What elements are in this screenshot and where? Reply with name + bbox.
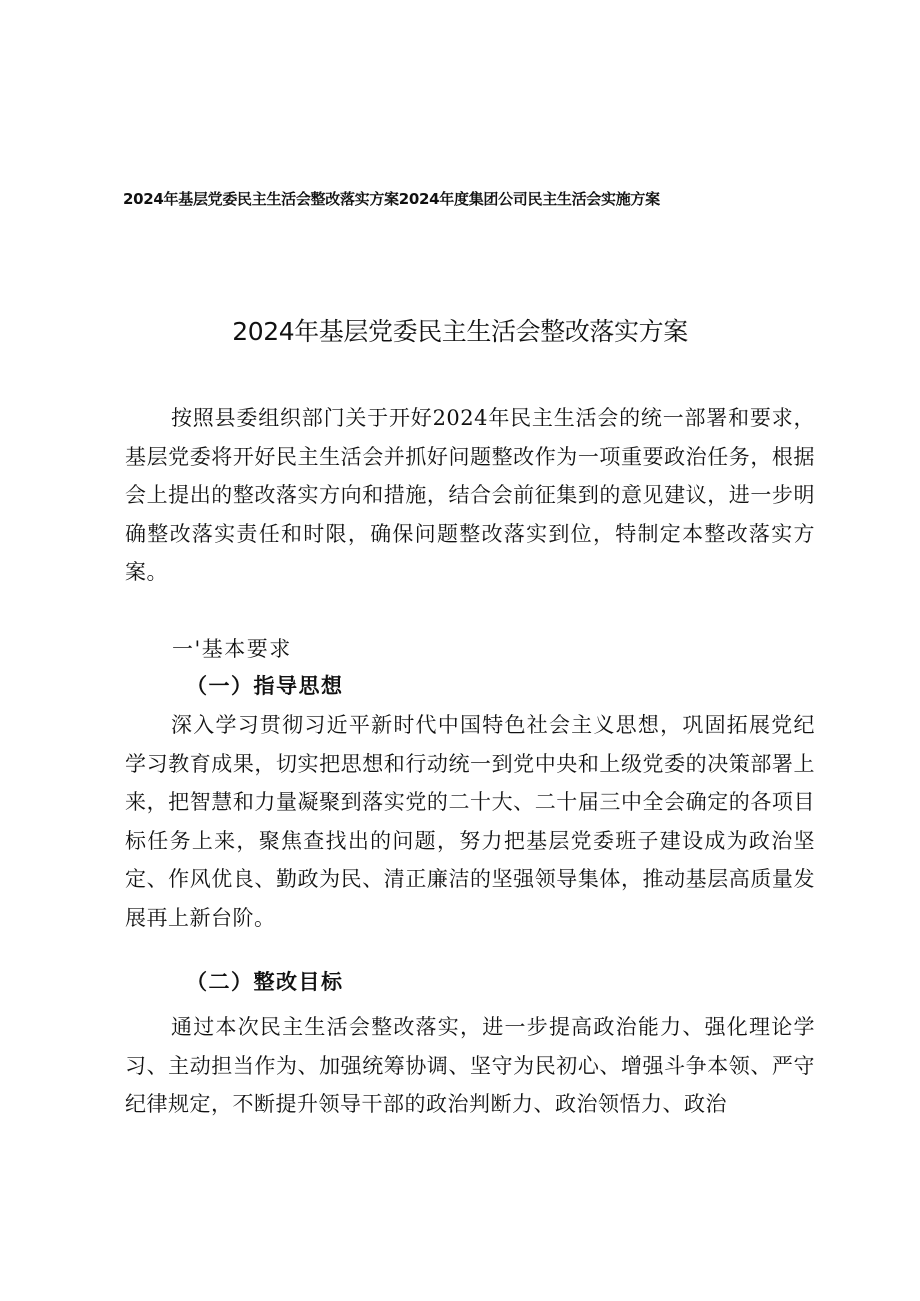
subsection-heading-rectification-goals: （二）整改目标 xyxy=(186,969,344,994)
document-title: 2024年基层党委民主生活会整改落实方案 xyxy=(232,317,688,346)
intro-paragraph: 按照县委组织部门关于开好2024年民主生活会的统一部署和要求，基层党委将开好民主生活会并抓好问题整改作为一项重要政治任务，根据会上提出的整改落实方向和措施，结合会前征集到的意见建议，进一步明确整改落实责任和时限，确保问题整改落实到位，特制定本整改落实方案。 xyxy=(125,406,815,584)
document-header-line: 2024年基层党委民主生活会整改落实方案2024年度集团公司民主生活会实施方案 xyxy=(123,190,660,208)
rectification-goals-paragraph: 通过本次民主生活会整改落实，进一步提高政治能力、强化理论学习、主动担当作为、加强统筹协调、坚守为民初心、增强斗争本领、严守纪律规定，不断提升领导干部的政治判断力、政治领悟力、政治 xyxy=(125,1015,815,1116)
subsection-heading-guiding-ideology: （一）指导思想 xyxy=(186,673,344,698)
guiding-ideology-paragraph: 深入学习贯彻习近平新时代中国特色社会主义思想，巩固拓展党纪学习教育成果，切实把思想和行动统一到党中央和上级党委的决策部署上来，把智慧和力量凝聚到落实党的二十大、二十届三中全会确定的各项目标任务上来，聚焦查找出的问题，努力把基层党委班子建设成为政治坚定、作风优良、勤政为民、清正廉洁的坚强领导集体，推动基层高质量发展再上新台阶。 xyxy=(125,713,815,930)
section-heading-basic-requirements: 一'基本要求 xyxy=(172,637,292,661)
